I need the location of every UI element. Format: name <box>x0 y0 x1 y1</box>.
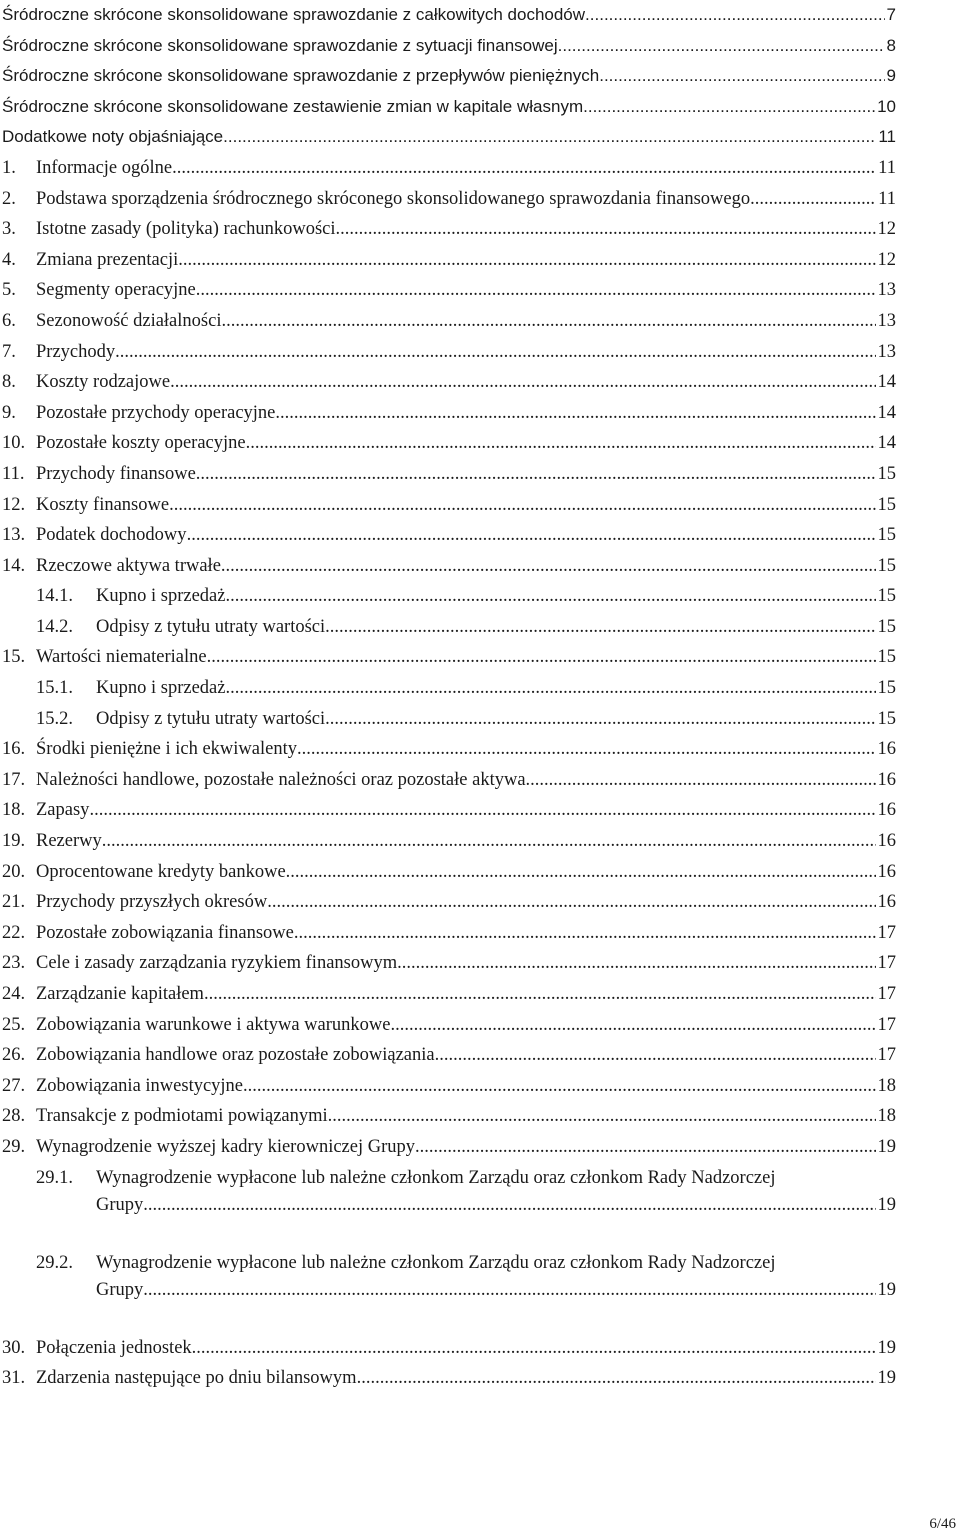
toc-entry-number: 10. <box>2 433 26 454</box>
toc-entry-page: 11 <box>878 157 896 178</box>
toc-entry-page: 19 <box>877 1368 896 1389</box>
toc-entry-title: Wynagrodzenie wyższej kadry kierowniczej Grupy <box>36 1136 416 1157</box>
toc-entry[interactable] <box>0 1043 960 1074</box>
dot-leader <box>583 97 875 117</box>
toc-entry-number: 14.1. <box>36 586 73 607</box>
dot-leader <box>750 189 876 210</box>
toc-entry-number: 12. <box>2 494 26 515</box>
toc-entry-title: Pozostałe przychody operacyjne <box>36 402 276 423</box>
dot-leader <box>328 1106 876 1127</box>
toc-entry-title: Odpisy z tytułu utraty wartości <box>96 616 326 637</box>
toc-entry-number: 1. <box>2 157 16 178</box>
toc-entry-title: Informacje ogólne <box>36 157 173 178</box>
toc-entry[interactable] <box>0 982 960 1013</box>
toc-entry-line <box>36 219 896 240</box>
dot-leader <box>192 1338 876 1359</box>
toc-entry-number: 7. <box>2 341 16 362</box>
dot-leader <box>599 66 884 86</box>
toc-entry-number: 6. <box>2 310 16 331</box>
toc-entry-number: 17. <box>2 769 26 790</box>
toc-entry-line <box>2 127 896 147</box>
toc-entry[interactable] <box>0 217 960 248</box>
toc-entry[interactable] <box>0 187 960 218</box>
toc-entry-number: 22. <box>2 922 26 943</box>
toc-entry-page: 12 <box>877 219 896 240</box>
toc-entry-number: 29.1. <box>36 1167 73 1188</box>
toc-entry-title-line1: Wynagrodzenie wypłacone lub należne członkom Zarządu oraz członkom Rady Nadzorczej <box>96 1167 776 1188</box>
toc-entry[interactable] <box>0 340 960 371</box>
dot-leader <box>196 464 876 485</box>
toc-entry[interactable] <box>0 248 960 279</box>
toc-entry-title: Transakcje z podmiotami powiązanymi <box>36 1106 328 1127</box>
dot-leader <box>204 984 876 1005</box>
toc-entry-page: 16 <box>877 739 896 760</box>
toc-entry[interactable] <box>0 584 960 615</box>
toc-entry-title: Dodatkowe noty objaśniające <box>2 127 224 147</box>
toc-entry[interactable] <box>0 1104 960 1135</box>
dot-leader <box>243 1076 875 1097</box>
toc-entry-number: 4. <box>2 249 16 270</box>
toc-entry-page: 15 <box>877 586 896 607</box>
toc-entry-line <box>36 1137 896 1158</box>
toc-entry-number: 28. <box>2 1106 26 1127</box>
toc-entry-line <box>36 923 896 944</box>
toc-entry[interactable] <box>0 1013 960 1044</box>
toc-entry-page: 12 <box>877 249 896 270</box>
toc-entry[interactable] <box>0 860 960 891</box>
toc-entry-line <box>36 189 896 210</box>
toc-entry-line <box>2 97 896 117</box>
toc-entry-page: 16 <box>877 831 896 852</box>
toc-entry-line <box>36 1045 896 1066</box>
toc-entry-page: 18 <box>877 1075 896 1096</box>
dot-leader <box>225 586 875 607</box>
dot-leader <box>115 342 875 363</box>
toc-entry-line <box>96 709 896 730</box>
toc-entry[interactable] <box>0 615 960 646</box>
toc-entry-line <box>36 984 896 1005</box>
toc-entry[interactable] <box>0 951 960 982</box>
toc-entry-title: Cele i zasady zarządzania ryzykiem finansowym <box>36 953 398 974</box>
dot-leader <box>143 1280 875 1301</box>
toc-entry[interactable] <box>0 125 960 156</box>
toc-entry-title: Zobowiązania inwestycyjne <box>36 1075 244 1096</box>
dot-leader <box>336 219 876 240</box>
toc-entry-title: Podatek dochodowy <box>36 525 187 546</box>
toc-entry[interactable] <box>0 1336 960 1367</box>
toc-entry-title: Pozostałe koszty operacyjne <box>36 433 246 454</box>
toc-entry-title: Śródroczne skrócone skonsolidowane sprawozdanie z przepływów pieniężnych <box>2 66 600 86</box>
toc-entry-page: 15 <box>877 708 896 729</box>
toc-entry-line <box>36 739 896 760</box>
toc-entry[interactable] <box>0 1135 960 1166</box>
toc-entry-line <box>2 36 896 56</box>
toc-entry-number: 23. <box>2 953 26 974</box>
dot-leader <box>390 1015 875 1036</box>
toc-entry[interactable] <box>0 1074 960 1105</box>
toc-entry-number: 21. <box>2 892 26 913</box>
toc-entry-line <box>36 311 896 332</box>
toc-entry-page: 14 <box>877 433 896 454</box>
toc-entry-line <box>36 953 896 974</box>
dot-leader <box>89 800 875 821</box>
toc-entry[interactable] <box>0 278 960 309</box>
toc-entry[interactable] <box>0 921 960 952</box>
toc-entry-number: 29. <box>2 1136 26 1157</box>
toc-entry-page: 9 <box>886 66 896 86</box>
toc-entry-title-line1: Wynagrodzenie wypłacone lub należne członkom Zarządu oraz członkom Rady Nadzorczej <box>96 1252 776 1273</box>
toc-entry[interactable] <box>0 798 960 829</box>
toc-entry-number: 24. <box>2 984 26 1004</box>
toc-entry-line <box>96 586 896 607</box>
toc-entry-line <box>36 280 896 301</box>
toc-entry-title: Grupy <box>96 1194 144 1215</box>
toc-entry[interactable] <box>0 707 960 738</box>
toc-entry-number: 25. <box>2 1014 26 1035</box>
toc-entry-title: Zobowiązania warunkowe i aktywa warunkowe <box>36 1014 391 1035</box>
toc-entry[interactable] <box>0 554 960 585</box>
toc-entry-number: 18. <box>2 800 26 821</box>
toc-entry-line <box>36 433 896 454</box>
toc-entry-title: Kupno i sprzedaż <box>96 586 226 607</box>
toc-entry-title: Śródroczne skrócone skonsolidowane zestawienie zmian w kapitale własnym <box>2 96 584 116</box>
dot-leader <box>435 1045 876 1066</box>
toc-entry-page: 15 <box>877 678 896 699</box>
toc-entry-title: Zobowiązania handlowe oraz pozostałe zobowiązania <box>36 1045 435 1066</box>
toc-entry-line <box>36 556 896 577</box>
toc-entry-line <box>36 495 896 516</box>
dot-leader <box>294 923 876 944</box>
toc-entry[interactable] <box>0 1166 960 1251</box>
dot-leader <box>223 127 876 147</box>
dot-leader <box>275 403 875 424</box>
dot-leader <box>286 862 876 883</box>
dot-leader <box>221 556 876 577</box>
toc-entry-number: 15.1. <box>36 678 73 699</box>
dot-leader <box>558 36 885 56</box>
toc-entry-line <box>36 862 896 883</box>
toc-entry-line <box>96 1280 896 1301</box>
toc-entry-line <box>36 1015 896 1036</box>
toc-entry[interactable] <box>0 676 960 707</box>
toc-entry-title: Segmenty operacyjne <box>36 280 196 301</box>
toc-entry-page: 17 <box>877 1014 896 1035</box>
toc-entry[interactable] <box>0 431 960 462</box>
toc-entry-title: Przychody <box>36 341 116 362</box>
toc-entry-page: 15 <box>877 647 896 668</box>
toc-entry-page: 19 <box>877 1279 896 1300</box>
toc-entry-line <box>36 647 896 668</box>
toc-entry-title: Grupy <box>96 1279 144 1300</box>
toc-entry-number: 3. <box>2 219 16 240</box>
toc-entry[interactable] <box>0 3 960 34</box>
toc-entry-page: 10 <box>877 96 896 116</box>
toc-entry-line <box>36 372 896 393</box>
dot-leader <box>246 433 876 454</box>
dot-leader <box>207 647 876 668</box>
toc-entry-page: 16 <box>877 800 896 821</box>
dot-leader <box>143 1195 875 1216</box>
toc-entry-page: 16 <box>877 769 896 790</box>
toc-entry-number: 2. <box>2 188 16 209</box>
toc-entry-title: Środki pieniężne i ich ekwiwalenty <box>36 739 297 760</box>
dot-leader <box>172 158 876 179</box>
toc-entry-line <box>36 1368 896 1389</box>
toc-entry-line <box>36 342 896 363</box>
toc-entry-number: 29.2. <box>36 1252 73 1273</box>
toc-entry-page: 8 <box>886 35 896 55</box>
toc-entry-title: Wartości niematerialne <box>36 647 207 668</box>
toc-entry-line <box>36 1338 896 1359</box>
dot-leader <box>187 525 876 546</box>
toc-entry-title: Sezonowość działalności <box>36 310 222 331</box>
toc-entry-page: 19 <box>877 1337 896 1358</box>
toc-entry-page: 11 <box>878 188 896 209</box>
toc-entry-number: 30. <box>2 1337 26 1358</box>
toc-entry-line <box>36 250 896 271</box>
toc-entry[interactable] <box>0 493 960 524</box>
dot-leader <box>415 1137 875 1158</box>
dot-leader <box>397 953 875 974</box>
toc-entry-page: 13 <box>877 310 896 331</box>
toc-entry-title: Koszty rodzajowe <box>36 372 171 393</box>
toc-entry[interactable] <box>0 401 960 432</box>
toc-entry-title: Pozostałe zobowiązania finansowe <box>36 922 294 943</box>
toc-entry-number: 20. <box>2 861 26 882</box>
toc-entry-line <box>36 464 896 485</box>
toc-entry[interactable] <box>0 737 960 768</box>
page-number: 6/46 <box>929 1516 956 1532</box>
dot-leader <box>297 739 876 760</box>
toc-entry[interactable] <box>0 95 960 126</box>
toc-entry-line <box>2 5 896 25</box>
toc-entry[interactable] <box>0 890 960 921</box>
dot-leader <box>267 892 875 913</box>
toc-entry-page: 13 <box>877 280 896 301</box>
toc-entry-title: Zarządzanie kapitałem <box>36 984 204 1004</box>
toc-entry-page: 19 <box>877 1136 896 1157</box>
toc-entry-line <box>36 800 896 821</box>
dot-leader <box>221 311 875 332</box>
toc-entry-line <box>36 770 896 791</box>
toc-entry-page: 14 <box>877 402 896 423</box>
toc-entry-page: 13 <box>877 341 896 362</box>
toc-entry-title: Śródroczne skrócone skonsolidowane sprawozdanie z sytuacji finansowej <box>2 35 558 55</box>
toc-entry[interactable] <box>0 64 960 95</box>
toc-entry[interactable] <box>0 523 960 554</box>
toc-entry-page: 7 <box>886 5 896 24</box>
toc-entry-title: Zapasy <box>36 800 90 821</box>
toc-entry-title: Przychody finansowe <box>36 463 196 484</box>
dot-leader <box>357 1368 876 1389</box>
toc-entry-page: 15 <box>877 463 896 484</box>
toc-entry-title: Śródroczne skrócone skonsolidowane sprawozdanie z całkowitych dochodów <box>2 5 586 24</box>
toc-entry-number: 27. <box>2 1075 26 1096</box>
toc-entry-line <box>36 1106 896 1127</box>
toc-entry[interactable] <box>0 156 960 187</box>
toc-entry-page: 16 <box>877 861 896 882</box>
dot-leader <box>178 250 875 271</box>
toc-entry[interactable] <box>0 370 960 401</box>
toc-entry-page: 17 <box>877 1045 896 1066</box>
toc-entry-line <box>2 66 896 86</box>
toc-entry-number: 26. <box>2 1045 26 1066</box>
toc-entry[interactable] <box>0 309 960 340</box>
toc-entry-number: 14. <box>2 555 26 576</box>
toc-entry-number: 31. <box>2 1368 26 1389</box>
toc-entry-title: Podstawa sporządzenia śródrocznego skróconego skonsolidowanego sprawozdania finansowego <box>36 188 751 209</box>
toc-entry-number: 9. <box>2 402 16 423</box>
toc-entry-page: 18 <box>877 1106 896 1127</box>
toc-entry-number: 16. <box>2 739 26 760</box>
toc-entry-line <box>96 617 896 638</box>
toc-entry-title: Rezerwy <box>36 831 102 852</box>
dot-leader <box>585 5 884 25</box>
toc-entry-title: Przychody przyszłych okresów <box>36 892 268 913</box>
dot-leader <box>196 280 876 301</box>
dot-leader <box>325 709 875 730</box>
toc-entry[interactable] <box>0 645 960 676</box>
dot-leader <box>102 831 876 852</box>
toc-entry[interactable] <box>0 1251 960 1336</box>
toc-entry-page: 14 <box>877 372 896 393</box>
toc-entry-title: Istotne zasady (polityka) rachunkowości <box>36 219 336 240</box>
toc-entry-page: 15 <box>877 525 896 546</box>
toc-entry-page: 17 <box>877 953 896 974</box>
toc-entry-page: 15 <box>877 555 896 576</box>
toc-entry-title: Zmiana prezentacji <box>36 249 179 270</box>
toc-entry-number: 5. <box>2 280 16 301</box>
toc-entry-page: 17 <box>877 984 896 1004</box>
toc-entry-line <box>36 892 896 913</box>
toc-entry-line <box>36 158 896 179</box>
toc-entry-line <box>96 1195 896 1216</box>
toc-entry-title: Oprocentowane kredyty bankowe <box>36 861 286 882</box>
toc-entry-page: 15 <box>877 494 896 515</box>
toc-entry-title: Należności handlowe, pozostałe należności oraz pozostałe aktywa <box>36 769 526 790</box>
table-of-contents <box>0 3 960 1397</box>
dot-leader <box>325 617 875 638</box>
toc-entry-page: 15 <box>877 616 896 637</box>
toc-entry-number: 15.2. <box>36 708 73 729</box>
dot-leader <box>526 770 876 791</box>
dot-leader <box>169 495 875 516</box>
toc-entry[interactable] <box>0 34 960 65</box>
toc-entry-number: 15. <box>2 647 26 668</box>
toc-entry-line <box>36 1076 896 1097</box>
dot-leader <box>170 372 875 393</box>
toc-entry-title: Rzeczowe aktywa trwałe <box>36 555 221 576</box>
toc-entry-line <box>36 403 896 424</box>
toc-entry-number: 14.2. <box>36 616 73 637</box>
toc-entry-number: 11. <box>2 463 25 484</box>
dot-leader <box>225 678 875 699</box>
toc-entry-title: Koszty finansowe <box>36 494 170 515</box>
toc-entry-page: 16 <box>877 892 896 913</box>
toc-entry[interactable] <box>0 829 960 860</box>
toc-entry-number: 13. <box>2 525 26 546</box>
toc-entry-page: 11 <box>878 127 896 147</box>
toc-entry-title: Odpisy z tytułu utraty wartości <box>96 708 326 729</box>
toc-entry[interactable] <box>0 462 960 493</box>
toc-entry-page: 17 <box>877 922 896 943</box>
toc-entry-line <box>36 525 896 546</box>
toc-entry-title: Zdarzenia następujące po dniu bilansowym <box>36 1368 357 1389</box>
toc-entry-title: Kupno i sprzedaż <box>96 678 226 699</box>
toc-entry[interactable] <box>0 768 960 799</box>
toc-entry[interactable] <box>0 1366 960 1397</box>
toc-entry-line <box>36 831 896 852</box>
toc-entry-number: 19. <box>2 831 26 852</box>
toc-entry-line <box>96 678 896 699</box>
toc-entry-number: 8. <box>2 372 16 393</box>
toc-entry-page: 19 <box>877 1194 896 1215</box>
toc-entry-title: Połączenia jednostek <box>36 1337 192 1358</box>
